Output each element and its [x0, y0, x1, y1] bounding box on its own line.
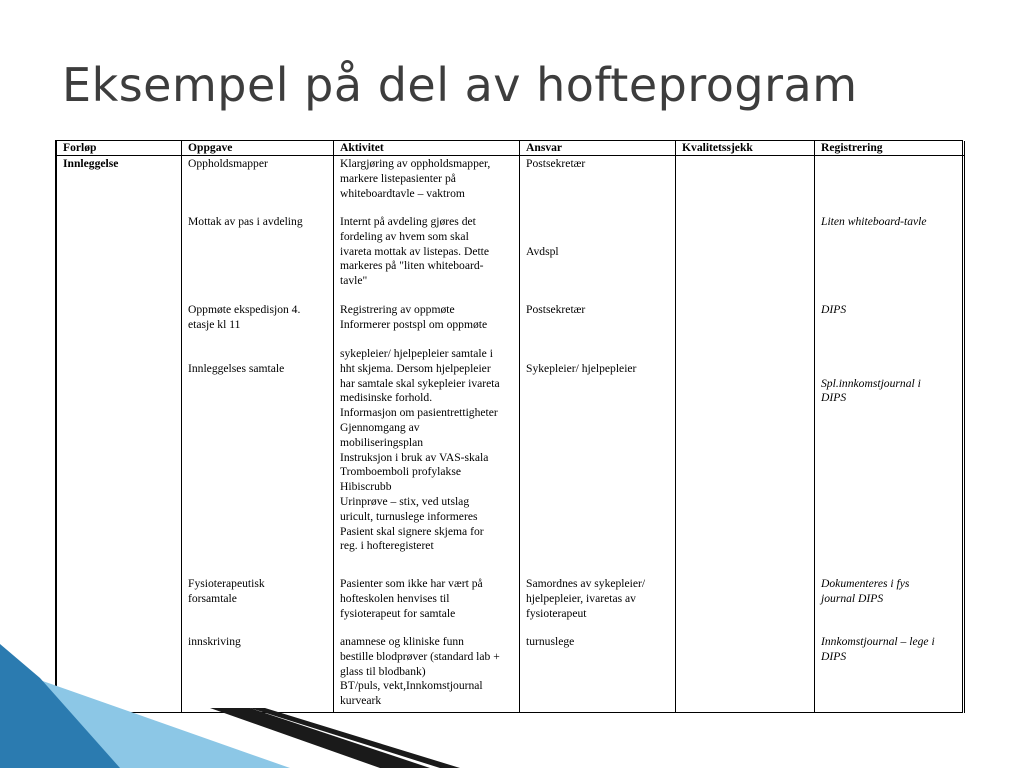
header-registrering: Registrering: [815, 141, 965, 156]
registrering-cell: [815, 156, 965, 714]
aktivitet-cell: [334, 156, 520, 714]
kvalitetssjekk-entry: [682, 635, 808, 713]
aktivitet-entry: sykepleier/ hjelpepleier samtale i hht skjema. Dersom hjelpepleier har samtale skal sykepleier ivareta medisinske forhold. Informasjon om pasientrettigheter Gjennomgang av mobiliseringsplan Instruksjon i bruk av VAS-skala Tromboemboli profylakse Hibiscrubb Urinprøve – stix, ved utslag uricult, turnuslege informeres Pasient skal signere skjema for reg. i hofteregisteret: [340, 347, 500, 553]
program-table: [56, 141, 965, 713]
oppgave-entry: Oppmøte ekspedisjon 4. etasje kl 11: [188, 303, 301, 331]
ansvar-entry: Sykepleier/ hjelpepleier: [526, 361, 637, 375]
registrering-entry: DIPS: [821, 303, 847, 316]
oppgave-entry: innskriving: [188, 635, 241, 648]
aktivitet-entry: Registrering av oppmøte Informerer postspl om oppmøte: [340, 303, 488, 331]
ansvar-entry: turnuslege: [526, 635, 575, 648]
kvalitetssjekk-entry: [682, 347, 808, 577]
ansvar-entry: Postsekretær: [526, 157, 586, 170]
kvalitetssjekk-entry: [682, 215, 808, 303]
dark-stripe-thin: [250, 708, 460, 768]
registrering-entry: Liten whiteboard-tavle: [821, 215, 927, 228]
oppgave-entry: Oppholdsmapper: [188, 157, 268, 170]
registrering-entry: Dokumenteres i fys journal DIPS: [821, 577, 910, 605]
kvalitetssjekk-entry: [682, 157, 808, 215]
header-oppgave: Oppgave: [182, 141, 334, 156]
oppgave-cell: [182, 156, 334, 714]
ansvar-entry: Avdspl: [526, 244, 559, 258]
table-row: [57, 156, 965, 714]
aktivitet-entry: Internt på avdeling gjøres det fordeling av hvem som skal ivareta mottak av listepas. Dette markeres på "liten whiteboard- tavle": [340, 215, 490, 288]
header-forlop: Forløp: [57, 141, 182, 156]
oppgave-entry: Mottak av pas i avdeling: [188, 215, 303, 228]
kvalitetssjekk-entry: [682, 303, 808, 347]
kvalitetssjekk-cell: [676, 156, 815, 714]
ansvar-entry: Samordnes av sykepleier/ hjelpepleier, ivaretas av fysioterapeut: [526, 577, 646, 620]
registrering-entry: [821, 157, 958, 215]
program-table-wrapper: [55, 140, 963, 713]
header-aktivitet: Aktivitet: [334, 141, 520, 156]
slide-title: Eksempel på del av hofteprogram: [62, 58, 858, 112]
phase-cell: Innleggelse: [57, 156, 182, 714]
kvalitetssjekk-entry: [682, 577, 808, 635]
aktivitet-entry: Klargjøring av oppholdsmapper, markere listepasienter på whiteboardtavle – vaktrom: [340, 157, 491, 200]
registrering-entry: Spl.innkomstjournal i DIPS: [821, 376, 921, 405]
aktivitet-entry: anamnese og kliniske funn bestille blodprøver (standard lab + glass til blodbank) BT/puls, vekt,Innkomstjournal kurveark: [340, 635, 500, 708]
table-header-row: [57, 141, 965, 156]
ansvar-cell: [520, 156, 676, 714]
aktivitet-entry: Pasienter som ikke har vært på hofteskolen henvises til fysioterapeut for samtale: [340, 577, 483, 620]
oppgave-entry: Fysioterapeutisk forsamtale: [188, 577, 265, 605]
header-ansvar: Ansvar: [520, 141, 676, 156]
oppgave-entry: Innleggelses samtale: [188, 361, 285, 375]
registrering-entry: Innkomstjournal – lege i DIPS: [821, 635, 935, 663]
ansvar-entry: Postsekretær: [526, 303, 586, 316]
dark-stripe: [210, 708, 430, 768]
header-kvalitetssjekk: Kvalitetssjekk: [676, 141, 815, 156]
